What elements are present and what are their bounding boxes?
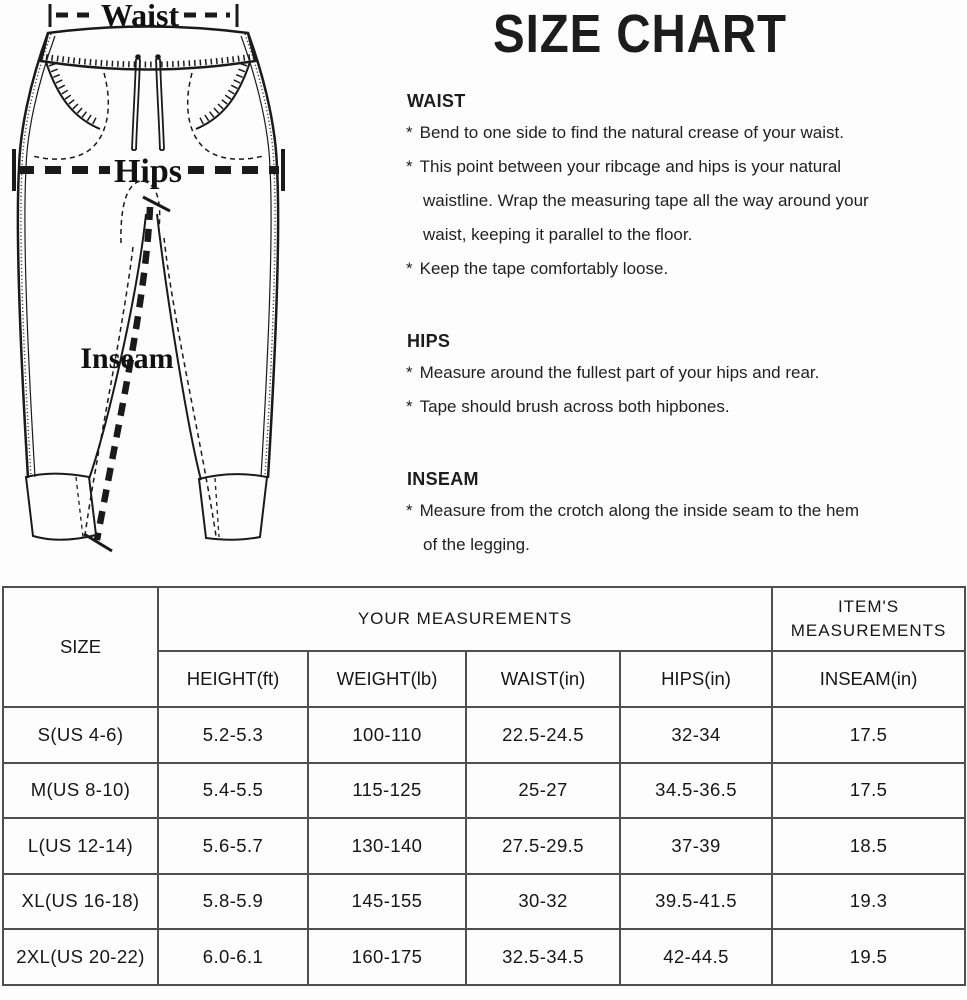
hips-section-heading: HIPS (407, 331, 451, 351)
right-pocket (188, 62, 263, 159)
height-column-header: HEIGHT(ft) (158, 651, 308, 707)
inseam-label: Inseam (80, 342, 174, 375)
section-waist (406, 90, 874, 286)
waist-label: Waist (100, 0, 180, 33)
table-row-l (3, 818, 965, 874)
weight-cell: 145-155 (308, 874, 466, 930)
table-group-header-row (3, 587, 965, 651)
inseam-section-heading: INSEAM (407, 469, 479, 489)
pants-diagram (0, 0, 390, 580)
inseam-cell: 19.3 (772, 874, 965, 930)
page-title: SIZE CHART (493, 4, 787, 64)
your-measurements-header: YOUR MEASUREMENTS (158, 587, 772, 651)
table-row-s (3, 707, 965, 763)
waist-section-heading: WAIST (407, 91, 466, 111)
table-row-2xl (3, 929, 965, 985)
waist-cell: 25-27 (466, 763, 620, 819)
bullet-marker: * (406, 363, 413, 382)
size-cell: S(US 4-6) (3, 707, 158, 763)
height-cell: 5.4-5.5 (158, 763, 308, 819)
size-column-header: SIZE (3, 587, 158, 707)
left-side-seam (18, 33, 55, 478)
size-cell: 2XL(US 20-22) (3, 929, 158, 985)
items-measurements-header: ITEM'S MEASUREMENTS (772, 587, 965, 651)
bullet-marker: * (406, 123, 413, 142)
hips-cell: 37-39 (620, 818, 772, 874)
height-cell: 5.2-5.3 (158, 707, 308, 763)
size-cell: XL(US 16-18) (3, 874, 158, 930)
hips-column-header: HIPS(in) (620, 651, 772, 707)
left-pocket (33, 62, 108, 159)
waist-cell: 32.5-34.5 (466, 929, 620, 985)
bullet-marker: * (406, 157, 413, 176)
hips-bullet-2: * Tape should brush across both hipbones. (406, 397, 730, 416)
right-side-seam (241, 33, 278, 478)
weight-column-header: WEIGHT(lb) (308, 651, 466, 707)
inseam-bullet-1: * Measure from the crotch along the inside seam to the hem of the legging. (406, 501, 860, 554)
waist-bullet-2: * This point between your ribcage and hips is your natural waistline. Wrap the measuring tape all the way around your waist, keeping it parallel to the floor. (406, 157, 869, 244)
size-cell: M(US 8-10) (3, 763, 158, 819)
left-cuff (26, 474, 96, 540)
waist-cell: 27.5-29.5 (466, 818, 620, 874)
hips-bullet-1: * Measure around the fullest part of your hips and rear. (406, 363, 820, 382)
weight-cell: 115-125 (308, 763, 466, 819)
height-cell: 6.0-6.1 (158, 929, 308, 985)
section-inseam (406, 468, 874, 562)
inner-leg-seams (85, 214, 216, 536)
size-table (2, 586, 966, 986)
bullet-marker: * (406, 501, 413, 520)
table-row-m (3, 763, 965, 819)
hips-cell: 42-44.5 (620, 929, 772, 985)
inseam-column-header: INSEAM(in) (772, 651, 965, 707)
inseam-cell: 19.5 (772, 929, 965, 985)
hips-cell: 39.5-41.5 (620, 874, 772, 930)
waist-bullet-1: * Bend to one side to find the natural crease of your waist. (406, 123, 844, 142)
hips-label: Hips (113, 153, 183, 190)
waist-column-header: WAIST(in) (466, 651, 620, 707)
weight-cell: 100-110 (308, 707, 466, 763)
waist-bullet-3: * Keep the tape comfortably loose. (406, 259, 669, 278)
hips-cell: 32-34 (620, 707, 772, 763)
size-cell: L(US 12-14) (3, 818, 158, 874)
weight-cell: 130-140 (308, 818, 466, 874)
bullet-marker: * (406, 397, 413, 416)
inseam-cell: 17.5 (772, 707, 965, 763)
weight-cell: 160-175 (308, 929, 466, 985)
inseam-cell: 17.5 (772, 763, 965, 819)
height-cell: 5.8-5.9 (158, 874, 308, 930)
bullet-marker: * (406, 259, 413, 278)
instructions-panel (406, 4, 874, 562)
inseam-cell: 18.5 (772, 818, 965, 874)
waist-cell: 30-32 (466, 874, 620, 930)
hips-cell: 34.5-36.5 (620, 763, 772, 819)
right-cuff (199, 474, 267, 540)
table-row-xl (3, 874, 965, 930)
waist-cell: 22.5-24.5 (466, 707, 620, 763)
height-cell: 5.6-5.7 (158, 818, 308, 874)
section-hips (406, 330, 874, 424)
